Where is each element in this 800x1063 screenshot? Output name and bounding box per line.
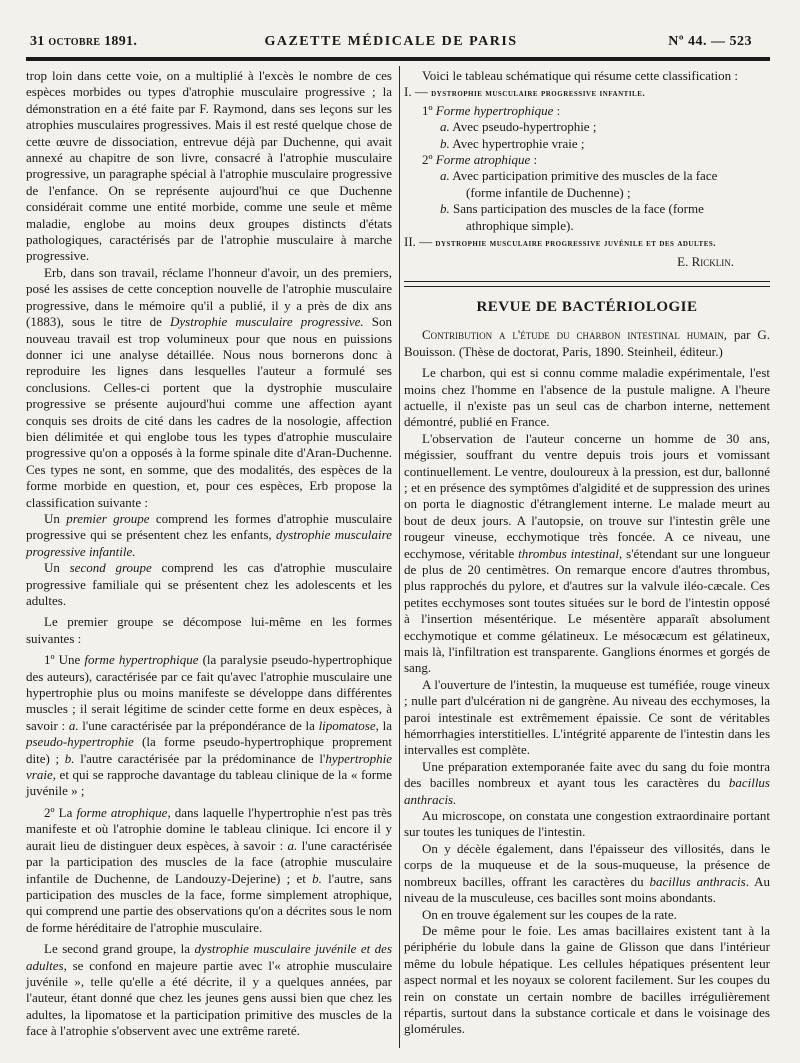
scheme-group-one: I. — dystrophie musculaire progressive infantile.	[404, 84, 646, 100]
paragraph: On en trouve également sur les coupes de la rate.	[422, 906, 677, 922]
paragraph: Le premier groupe se décompose lui-même en les formes suivantes :	[26, 614, 392, 646]
paragraph: Au microscope, on constata une congestion extraordinaire portant sur toutes les tuniques de l'intestin.	[404, 808, 770, 840]
section-title: REVUE DE BACTÉRIOLOGIE	[476, 298, 698, 315]
paragraph: trop loin dans cette voie, on a multiplié à l'excès le nombre de ces espèces morbides ou types d'atrophie musculaire progressive ; la démonstration en a été faite par F. Raymond, dans ses leçons sur les atrophies musculaires progressives. Mais il est resté quelque chose de cette œuvre de dissociation, entrevue déjà par Duchenne, qui avait annexé au chapitre de son livre, consacré à l'atrophie musculaire progressive, un paragraphe spécial à l'atrophie musculaire progressive de l'enfance. On se représente aujourd'hui ce que Duchenne considérait comme une entité morbide, comme une seule et même maladie, englobe au moins deux groupes distincts d'états pathologiques, caractérisés par de l'atrophie musculaire à marche progressive.	[26, 68, 392, 264]
section-rule	[404, 281, 770, 287]
scheme-subitem: b. Sans participation des muscles de la face (forme	[440, 201, 704, 217]
right-column	[404, 68, 770, 1038]
paragraph: Une préparation extemporanée faite avec du sang du foie montra des bacilles nombreux et ayant tous les caractères du bacillus anthracis.	[404, 758, 770, 807]
author-signature: E. Ricklin.	[677, 254, 734, 270]
paragraph: Voici le tableau schématique qui résume cette classification :	[422, 68, 738, 83]
scheme-item: 1º Forme hypertrophique :	[422, 102, 561, 118]
paragraph: Un premier groupe comprend les formes d'atrophie musculaire progressive qui se présentent chez les enfants, dystrophie musculaire progressive infantile.	[26, 510, 392, 559]
paragraph: L'observation de l'auteur concerne un homme de 30 ans, mégissier, souffrant du ventre depuis trois jours et vomissant continuellement. Le ventre, douloureux à la pression, est dur, ballonné ; et en présence des symptômes d'algidité et de suppression des urines on porta le diagnostic d'étranglement interne. Le malade meurt au bout de deux jours. A l'autopsie, on trouve sur l'intestin grêle une rougeur vineuse, ecchymotique très foncée. A ce niveau, une ecchymose, véritable thrombus intestinal, s'étendant sur une longueur de plus de 20 centimètres. On remarque encore d'autres thrombus, plus rapprochés du pylore, et d'autres sur la valvule iléo-cæcale. Ces petites ecchymoses sont toutes situées sur le bord de l'intestin opposé à l'insertion mésentérique. Le mésentère apparaît absolument ecchymotique et comme gélatineux. Le mésocæcum est gélatineux, mais là, l'infiltration est transparente. Ganglions énormes et gorgés de sang.	[404, 430, 770, 676]
paragraph: Un second groupe comprend les cas d'atrophie musculaire progressive familiale qui se présentent chez les adolescents et les adultes.	[26, 560, 392, 608]
scheme-item: 2º Forme atrophique :	[422, 152, 538, 168]
paragraph: On y décèle également, dans l'épaisseur des villosités, dans le corps de la muqueuse et de la sous-muqueuse, la présence de nombreux bacilles, offrant les caractères du bacillus anthracis. Au niveau de la musculeuse, ces bacilles sont moins abondants.	[404, 840, 770, 906]
paragraph: Erb, dans son travail, réclame l'honneur d'avoir, un des premiers, posé les assises de cette conception nouvelle de l'atrophie musculaire progressive, dans le mémoire qu'il a publié, il y a près de dix ans (1883), sous le titre de Dystrophie musculaire progressive. Son nouveau travail est trop volumineux pour que nous en puissions donner ici une analyse détaillée. Nous nous bornerons donc à reproduire les lignes dans lesquelles l'auteur a formulé ses conclusions. Celles-ci portent que la dystrophie musculaire progressive se présente aujourd'hui comme une affection ayant conquis ses droits de cité dans les cadres de la nosologie, affection bien délimitée et qui englobe tous les types d'atrophie musculaire progressive qu'on a opposés à la forme spinale dite d'Aran-Duchenne. Ces types ne sont, en somme, que des modalités, des espèces de la forme morbide en question, et, pour ces espèces, Erb propose la classification suivante :	[26, 264, 392, 510]
paragraph: Le second grand groupe, la dystrophie musculaire juvénile et des adultes, se confond en majeure partie avec l'« atrophie musculaire juvénile », telle qu'elle a été décrite, il y a quelques années, par l'auteur, étant donné que chez les jeunes gens aussi bien que chez les adultes, la lipomatose et la participation primitive des muscles de la face à l'atrophie s'observent avec une extrême rareté.	[26, 941, 393, 1039]
issue-date: 31 octobre 1891.	[30, 34, 138, 49]
running-header	[30, 34, 752, 54]
scheme-group-two: II. — dystrophie musculaire progressive juvénile et des adultes.	[404, 234, 717, 250]
bibliographic-reference: Contribution a l'étude du charbon intestinal humain, par G. Bouisson. (Thèse de doctorat, Paris, 1890. Steinheil, éditeur.)	[404, 327, 770, 359]
column-divider	[399, 66, 400, 1048]
paragraph: 2º La forme atrophique, dans laquelle l'hypertrophie n'est pas très manifeste et où l'atrophie domine le tableau clinique. Ici encore il y aurait lieu de distinguer deux espèces, à savoir : a. l'une caractérisée par la participation des muscles de la face (atrophie musculaire infantile de Duchenne, de Landouzy-Dejerine) ; et b. l'autre, sans participation des muscles de la face, forme simplement atrophique, qui comprend une partie des observations qu'on a décrites sous le nom de forme héréditaire de l'atrophie musculaire.	[26, 804, 392, 935]
scheme-subitem: a. Avec pseudo-hypertrophie ;	[440, 119, 597, 135]
scheme-subitem-continued: (forme infantile de Duchenne) ;	[466, 184, 631, 200]
scheme-subitem-continued: athrophique simple).	[466, 217, 574, 233]
header-rule	[26, 57, 770, 61]
page-number: Nº 44. — 523	[668, 34, 752, 49]
left-column	[26, 68, 392, 1040]
paragraph: Le charbon, qui est si connu comme maladie expérimentale, l'est moins chez l'homme en l'absence de la pustule maligne. A l'heure actuelle, il n'existe pas un seul cas de charbon interne, nettement démontré, publié en France.	[404, 365, 770, 430]
paragraph: A l'ouverture de l'intestin, la muqueuse est tuméfiée, rouge vineux ; nulle part d'ulcération ni de gangrène. Au niveau des ecchymoses, la paroi intestinale est extrêmement épaissie. Ce sont de véritables hémorrhagies interstitielles. L'intégrité apparente de l'intestin dans les intervalles est complète.	[404, 676, 770, 758]
classification-scheme	[404, 84, 770, 270]
scheme-subitem: a. Avec participation primitive des muscles de la face	[440, 168, 718, 184]
scheme-subitem: b. Avec hypertrophie vraie ;	[440, 135, 585, 151]
journal-title: GAZETTE MÉDICALE DE PARIS	[264, 34, 518, 49]
paragraph: 1º Une forme hypertrophique (la paralysie pseudo-hypertrophique des auteurs), caractérisée par ce fait qu'avec l'atrophie musculaire une hypertrophie plus ou moins manifeste se développe dans différentes muscles ; il serait légitime de scinder cette forme en deux espèces, à savoir : a. l'une caractérisée par la prépondérance de la lipomatose, la pseudo-hypertrophie (la forme pseudo-hypertrophique proprement dite) ; b. l'autre caractérisée par la prédominance de l'hypertrophie vraie, et qui se rapproche davantage du tableau clinique de la « forme juvénile » ;	[26, 652, 393, 799]
paragraph: De même pour le foie. Les amas bacillaires existent tant à la périphérie du lobule dans la gaine de Glisson que dans l'intérieur même du lobule hépatique. Les cellules hépatiques présentent leur aspect normal et les noyaux se colorent facilement. Sur les coupes du rein on constate un certain nombre de bacilles irrégulièrement répartis, surtout dans la substance corticale et dans le voisinage des glomérules.	[404, 922, 770, 1037]
